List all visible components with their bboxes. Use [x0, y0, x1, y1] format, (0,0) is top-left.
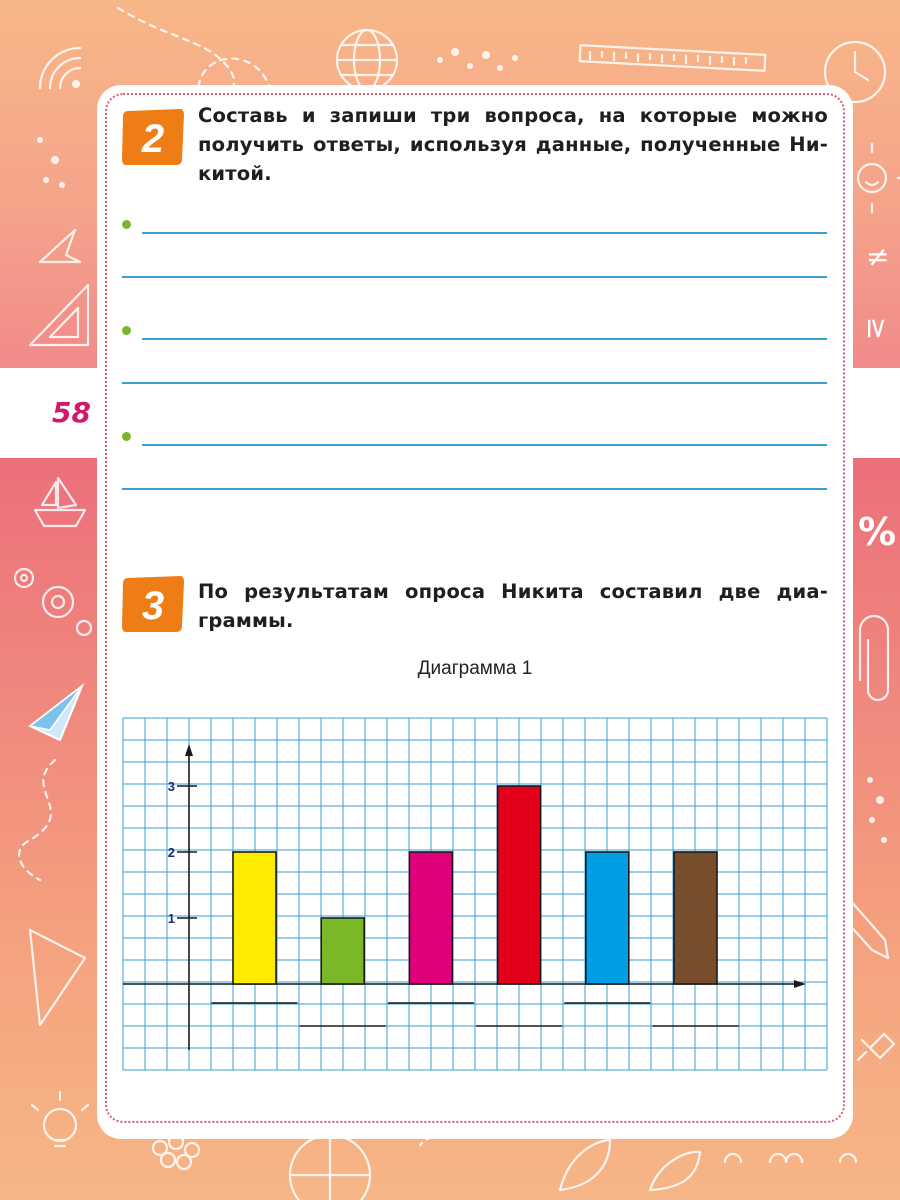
y-tick-label: 3 [167, 779, 175, 794]
chart-y-ticks [168, 779, 197, 926]
not-equal-icon: ≠ [866, 240, 890, 273]
y-axis-arrow [185, 744, 193, 756]
greater-equal-icon: ≥ [861, 316, 895, 341]
chart-grid [123, 718, 827, 1070]
page-number: 58 [52, 396, 91, 429]
bar [674, 852, 717, 984]
task-2-line-2: получить ответы, используя данные, полученные Ни- [198, 133, 828, 156]
bar [409, 852, 452, 984]
bar [321, 918, 364, 984]
bar [233, 852, 276, 984]
task-3-line-2: граммы. [198, 609, 294, 632]
task-3-number: 3 [141, 584, 165, 628]
task-2-line-1: Составь и запиши три вопроса, на которые можно [198, 104, 828, 127]
percent-icon: % [858, 510, 897, 554]
y-tick-label: 2 [167, 845, 175, 860]
x-axis-arrow [794, 980, 806, 988]
bar [498, 786, 541, 984]
bar [586, 852, 629, 984]
task-2-number: 2 [141, 117, 165, 161]
task-3-line-1: По результатам опроса Никита составил две диа- [198, 580, 828, 603]
task-2-line-3: китой. [198, 162, 272, 185]
y-tick-label: 1 [167, 911, 175, 926]
diagram-caption: Диаграмма 1 [417, 658, 533, 679]
